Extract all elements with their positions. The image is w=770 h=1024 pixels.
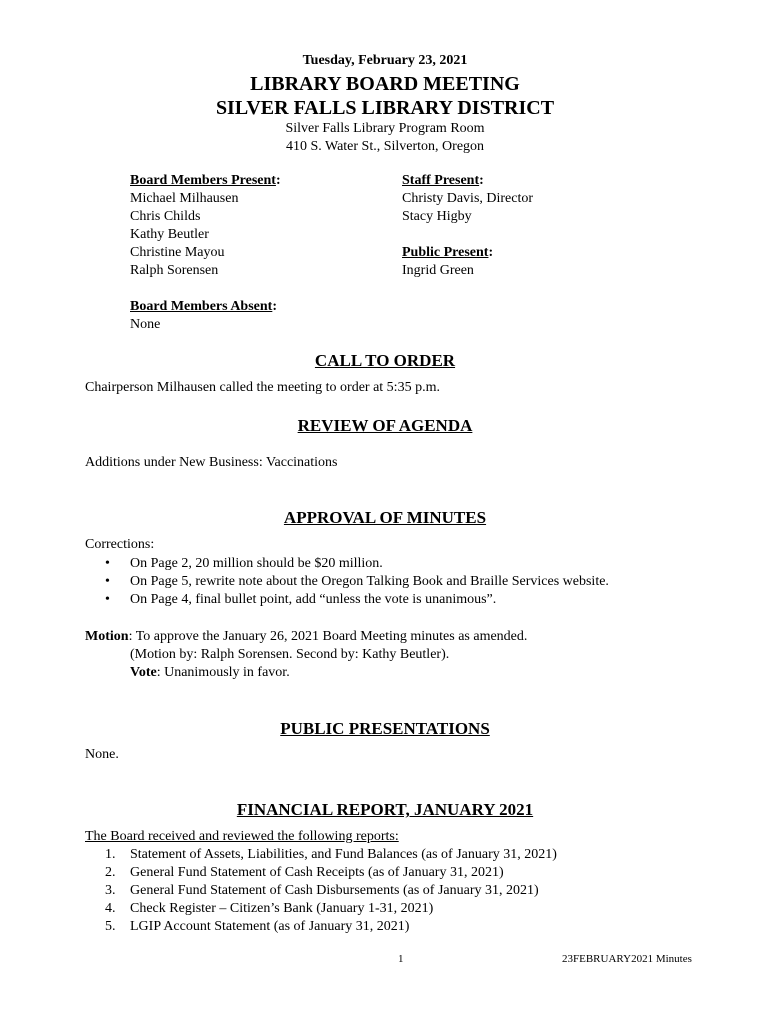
corrections-list	[105, 555, 609, 609]
staff-present-heading: Staff Present:	[402, 173, 484, 188]
financial-report-heading: FINANCIAL REPORT, JANUARY 2021	[236, 800, 534, 819]
board-member: Chris Childs	[130, 209, 201, 224]
document-footer-label: 23FEBRUARY2021 Minutes	[562, 953, 692, 965]
public-member: Ingrid Green	[402, 263, 474, 278]
motion-by-line: (Motion by: Ralph Sorensen. Second by: Kathy Beutler).	[130, 647, 450, 662]
staff-member: Stacy Higby	[402, 209, 472, 224]
public-present-heading: Public Present:	[402, 245, 494, 260]
bullet-icon: •	[105, 556, 110, 571]
corrections-label: Corrections:	[85, 537, 155, 552]
public-presentations-text: None.	[85, 747, 119, 762]
vote-line: Vote: Unanimously in favor.	[130, 665, 290, 680]
list-item: 1. Statement of Assets, Liabilities, and Fund Balances (as of January 31, 2021)	[105, 847, 557, 862]
board-present-heading: Board Members Present:	[130, 173, 281, 188]
document-title: LIBRARY BOARD MEETING	[250, 73, 520, 95]
reports-list	[105, 846, 557, 936]
review-agenda-heading: REVIEW OF AGENDA	[297, 416, 473, 435]
location-address: 410 S. Water St., Silverton, Oregon	[285, 139, 485, 154]
motion-line: Motion: To approve the January 26, 2021 Board Meeting minutes as amended.	[85, 629, 528, 644]
meeting-date: Tuesday, February 23, 2021	[302, 53, 468, 68]
call-to-order-text: Chairperson Milhausen called the meeting to order at 5:35 p.m.	[85, 380, 440, 395]
board-present-section	[130, 172, 390, 280]
board-member: Michael Milhausen	[130, 191, 239, 206]
board-absent-heading: Board Members Absent:	[130, 299, 277, 314]
staff-member: Christy Davis, Director	[402, 191, 534, 206]
list-item: 3. General Fund Statement of Cash Disbursements (as of January 31, 2021)	[105, 883, 539, 898]
board-member: Ralph Sorensen	[130, 263, 219, 278]
public-presentations-heading: PUBLIC PRESENTATIONS	[280, 719, 490, 738]
financial-report-intro: The Board received and reviewed the following reports:	[85, 829, 399, 844]
list-item: • On Page 2, 20 million should be $20 million.	[105, 556, 383, 571]
page-number: 1	[398, 953, 404, 965]
list-item: • On Page 4, final bullet point, add “unless the vote is unanimous”.	[105, 592, 497, 607]
board-absent-section	[130, 298, 277, 334]
bullet-icon: •	[105, 574, 110, 589]
motion-block	[85, 628, 527, 682]
board-member: Kathy Beutler	[130, 227, 209, 242]
list-item: 2. General Fund Statement of Cash Receipts (as of January 31, 2021)	[105, 865, 504, 880]
list-item: 4. Check Register – Citizen’s Bank (January 1-31, 2021)	[105, 901, 434, 916]
district-name: SILVER FALLS LIBRARY DISTRICT	[215, 97, 555, 119]
board-absent-member: None	[130, 317, 161, 332]
location-room: Silver Falls Library Program Room	[285, 121, 485, 136]
list-item: 5. LGIP Account Statement (as of January 31, 2021)	[105, 919, 410, 934]
bullet-icon: •	[105, 592, 110, 607]
call-to-order-heading: CALL TO ORDER	[314, 351, 456, 370]
review-agenda-text: Additions under New Business: Vaccinations	[85, 455, 338, 470]
board-member: Christine Mayou	[130, 245, 225, 260]
approval-minutes-heading: APPROVAL OF MINUTES	[283, 508, 487, 527]
staff-public-section	[402, 172, 662, 280]
list-item: • On Page 5, rewrite note about the Oregon Talking Book and Braille Services website.	[105, 574, 609, 589]
